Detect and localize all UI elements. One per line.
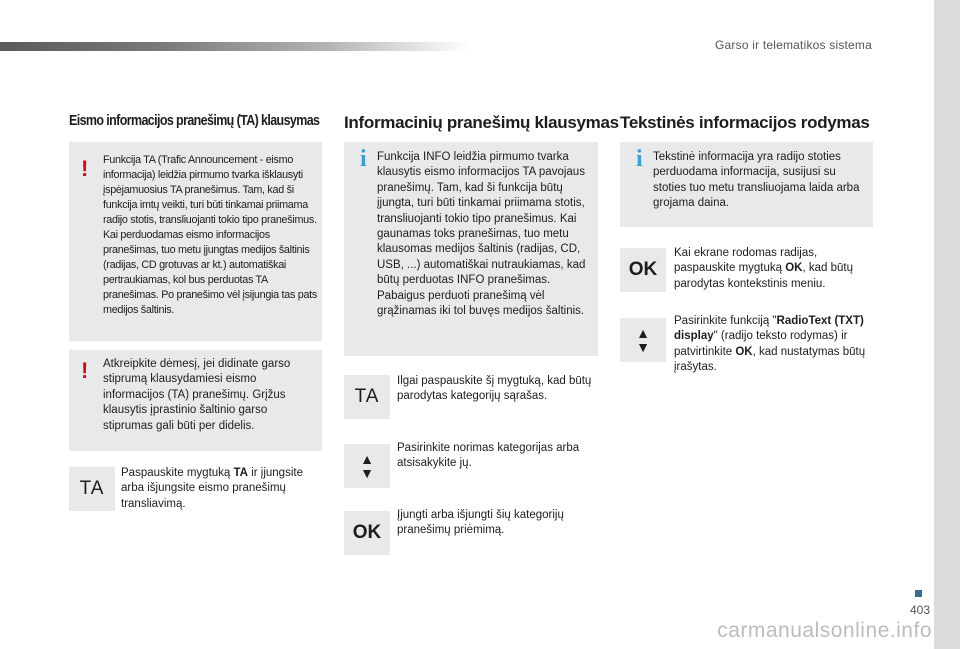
warning-icon: ! [81, 358, 89, 383]
text-bold: TA [233, 467, 248, 479]
ok-button-label: OK [352, 522, 382, 543]
warning-box-ta [69, 142, 322, 341]
arrow-buttons[interactable] [344, 444, 390, 488]
arrow-down-icon[interactable]: ▼ [636, 339, 650, 355]
info-icon: i [636, 146, 643, 172]
select-radiotext-text [674, 314, 874, 376]
ta-button-label: TA [354, 386, 380, 407]
info-text-info: Funkcija INFO leidžia pirmumo tvarka klausytis eismo informacijos TA pavojaus pranešimų. Tam, kad ši funkcija būtų įjungta, turi būti tinkamai priimama stotis, transliuojanti tokio tipo pranešimus. Kai gaunamas toks pranešimas, tuo metu klausomas medijos šaltinis (radijas, CD, USB, ...) automatiškai nutraukiamas, kad būtų perduotas INFO pranešimas. Pabaigus perduoti pranešimą vėl grąžinamas iki tol buvęs medijos šaltinis. [377, 151, 586, 318]
page-number: 403 [909, 603, 930, 617]
col2-title: Informacinių pranešimų klausymas [344, 113, 619, 132]
arrows-text: Pasirinkite norimas kategorijas arba atsisakykite jų. [397, 442, 580, 470]
warning-text-ta: Funkcija TA (Trafic Announcement - eismo informacija) leidžia pirmumo tvarka išklausyti įspėjamuosius TA pranešimus. Tam, kad ši funkcija imtų veikti, turi būti tinkamai priimama radijo stotis, transliuojanti tokio tipo pranešimus. Kai perduodamas eismo informacijos pranešimas, tuo metu įjungtas medijos šaltinis (radijas, CD grotuvas ar kt.) automatiškai pertraukiamas, kol bus perduotas TA pranešimas. Po pranešimo vėl įsijungia tas pats medijos šaltinis. [103, 154, 317, 316]
warning-text-volume: Atkreipkite dėmesį, jei didinate garso stiprumą klausydamiesi eismo informacijos (TA) pranešimų. Grįžus klausytis įprastinio šaltinio garso stiprumas gali būti per didelis. [103, 358, 291, 432]
arrow-down-icon[interactable]: ▼ [360, 465, 374, 481]
ta-button-label: TA [79, 478, 105, 499]
watermark: carmanualsonline.info [717, 619, 932, 642]
ta-long-press-text: Ilgai paspauskite šį mygtuką, kad būtų parodytas kategorijų sąrašas. [397, 375, 592, 403]
ok-text: Įjungti arba išjungti šių kategorijų pranešimų priėmimą. [397, 509, 564, 537]
info-icon: i [360, 146, 367, 172]
ta-button-text [121, 466, 321, 512]
warning-icon: ! [81, 156, 89, 181]
col1-title: Eismo informacijos pranešimų (TA) klausymas [69, 113, 320, 129]
arrow-buttons-txt[interactable] [620, 318, 666, 362]
info-box-info [344, 142, 598, 356]
header-decor-bar [0, 42, 470, 51]
section-title: Garso ir telematikos sistema [715, 38, 872, 52]
arrow-up-icon[interactable]: ▲ [636, 325, 650, 341]
text-part: Kai ekrane rodomas radijas, paspauskite mygtuką [674, 247, 818, 275]
page-edge-strip [934, 0, 960, 649]
info-box-text [620, 142, 873, 227]
ta-button-long-press[interactable] [344, 375, 390, 419]
ok-button[interactable] [344, 511, 390, 555]
text-part: Pasirinkite funkciją " [674, 315, 777, 327]
text-part: , kad nustatymas būtų įrašytas. [674, 345, 866, 374]
ok-button-context[interactable] [620, 248, 666, 292]
col3-title: Tekstinės informacijos rodymas [620, 113, 870, 132]
text-part: , kad būtų parodytas kontekstinis meniu. [674, 262, 853, 290]
ok-button-label: OK [628, 259, 658, 280]
text-part: ir įjungsite arba išjungsite eismo pranešimų transliavimą. [121, 467, 303, 510]
text-bold: RadioText (TXT) display [674, 315, 864, 343]
text-bold: OK [735, 345, 753, 358]
text-bold: OK [785, 262, 803, 275]
page-marker [915, 590, 922, 597]
text-part: Paspauskite mygtuką [121, 467, 234, 479]
warning-box-volume [69, 350, 322, 451]
text-part: " (radijo teksto rodymas) ir patvirtinkite [674, 330, 848, 358]
info-text-radiotext: Tekstinė informacija yra radijo stoties perduodama informacija, susijusi su stoties tuo metu transliuojama laida arba grojama daina. [653, 151, 860, 210]
ta-button[interactable] [69, 467, 115, 511]
arrow-up-icon[interactable]: ▲ [360, 451, 374, 467]
ok-context-text [674, 246, 869, 292]
